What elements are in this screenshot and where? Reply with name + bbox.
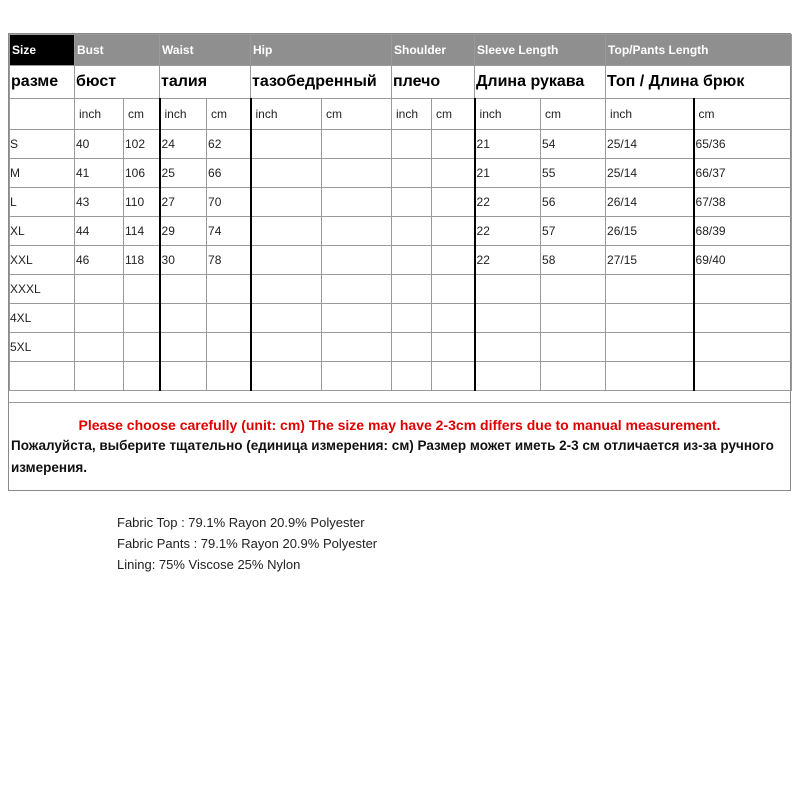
table-row (10, 246, 792, 275)
table-cell (432, 159, 475, 188)
measurement-notes (9, 402, 790, 491)
table-cell (75, 333, 124, 362)
table-row (10, 217, 792, 246)
table-row (10, 362, 792, 391)
table-cell: 110 (124, 188, 160, 217)
table-cell: 56 (541, 188, 606, 217)
table-cell (392, 159, 432, 188)
table-cell (392, 217, 432, 246)
table-cell (207, 304, 251, 333)
units-row (10, 99, 792, 130)
fabric-pants: Fabric Pants : 79.1% Rayon 20.9% Polyester (117, 536, 378, 551)
table-cell (694, 275, 792, 304)
unit-cell: cm (694, 99, 792, 130)
table-cell (251, 304, 322, 333)
table-cell: 21 (475, 159, 541, 188)
table-cell: 114 (124, 217, 160, 246)
header-row-en (10, 35, 792, 66)
size-chart (8, 33, 791, 491)
table-cell (251, 362, 322, 391)
table-cell: 66/37 (694, 159, 792, 188)
unit-cell: cm (541, 99, 606, 130)
table-cell (160, 275, 207, 304)
hip-header-ru: тазобедренный (251, 66, 392, 99)
table-cell: 27/15 (606, 246, 694, 275)
table-cell (251, 246, 322, 275)
header-row-ru (10, 66, 792, 99)
top-pants-length-header: Top/Pants Length (606, 35, 792, 66)
table-cell (322, 130, 392, 159)
table-cell: 25/14 (606, 130, 694, 159)
table-cell (322, 159, 392, 188)
size-table (9, 34, 792, 391)
table-cell: 25 (160, 159, 207, 188)
table-cell (432, 304, 475, 333)
table-cell (606, 304, 694, 333)
hip-header: Hip (251, 35, 392, 66)
waist-header-ru: талия (160, 66, 251, 99)
table-cell: 46 (75, 246, 124, 275)
table-cell (75, 304, 124, 333)
table-cell: 65/36 (694, 130, 792, 159)
table-cell: 25/14 (606, 159, 694, 188)
table-cell: 54 (541, 130, 606, 159)
table-cell (207, 275, 251, 304)
table-row (10, 188, 792, 217)
table-cell (251, 333, 322, 362)
table-cell (392, 130, 432, 159)
table-cell: 30 (160, 246, 207, 275)
table-cell: 55 (541, 159, 606, 188)
table-cell (432, 362, 475, 391)
bust-header: Bust (75, 35, 160, 66)
table-cell: 26/15 (606, 217, 694, 246)
unit-cell: cm (124, 99, 160, 130)
table-cell (694, 333, 792, 362)
fabric-top: Fabric Top : 79.1% Rayon 20.9% Polyester (117, 515, 365, 530)
table-cell (432, 130, 475, 159)
table-cell (541, 362, 606, 391)
table-cell: 22 (475, 217, 541, 246)
table-cell (541, 275, 606, 304)
table-cell: 66 (207, 159, 251, 188)
table-cell: 102 (124, 130, 160, 159)
table-cell (322, 275, 392, 304)
size-label-cell: 5XL (10, 333, 75, 362)
table-cell (392, 188, 432, 217)
size-label-cell: M (10, 159, 75, 188)
table-cell: 70 (207, 188, 251, 217)
table-cell (475, 362, 541, 391)
unit-cell: cm (207, 99, 251, 130)
table-cell: 118 (124, 246, 160, 275)
unit-cell: inch (475, 99, 541, 130)
table-cell (392, 333, 432, 362)
table-cell (432, 188, 475, 217)
table-cell: 27 (160, 188, 207, 217)
table-cell (322, 304, 392, 333)
size-label-cell: L (10, 188, 75, 217)
table-cell: 69/40 (694, 246, 792, 275)
unit-cell: inch (160, 99, 207, 130)
table-cell (392, 362, 432, 391)
table-cell: 21 (475, 130, 541, 159)
table-cell (541, 304, 606, 333)
table-cell: 29 (160, 217, 207, 246)
table-cell (475, 275, 541, 304)
table-cell (432, 333, 475, 362)
size-label-cell (10, 362, 75, 391)
size-label-cell: S (10, 130, 75, 159)
table-cell: 43 (75, 188, 124, 217)
size-header-ru: разме (10, 66, 75, 99)
table-row (10, 275, 792, 304)
table-cell (75, 275, 124, 304)
table-cell (475, 333, 541, 362)
table-cell (475, 304, 541, 333)
table-cell: 44 (75, 217, 124, 246)
unit-cell: inch (251, 99, 322, 130)
size-header: Size (10, 35, 75, 66)
table-cell: 57 (541, 217, 606, 246)
table-cell (322, 217, 392, 246)
table-cell (124, 304, 160, 333)
table-cell (541, 333, 606, 362)
table-cell (160, 333, 207, 362)
table-cell (606, 275, 694, 304)
table-cell: 26/14 (606, 188, 694, 217)
table-cell (694, 362, 792, 391)
table-cell: 58 (541, 246, 606, 275)
table-cell (124, 362, 160, 391)
table-cell (322, 246, 392, 275)
unit-cell: inch (606, 99, 694, 130)
table-cell (322, 333, 392, 362)
bust-header-ru: бюст (75, 66, 160, 99)
table-cell (124, 333, 160, 362)
shoulder-header-ru: плечо (392, 66, 475, 99)
warning-text-ru: Пожалуйста, выберите тщательно (единица измерения: см) Размер может иметь 2-3 см отличается из-за ручного измерения. (11, 438, 774, 475)
table-cell (392, 304, 432, 333)
table-cell (606, 362, 694, 391)
table-cell (322, 362, 392, 391)
sleeve-length-header-ru: Длина рукава (475, 66, 606, 99)
table-row (10, 304, 792, 333)
unit-cell: cm (432, 99, 475, 130)
table-cell (207, 333, 251, 362)
table-cell: 24 (160, 130, 207, 159)
table-cell: 74 (207, 217, 251, 246)
size-label-cell: XL (10, 217, 75, 246)
table-cell (432, 275, 475, 304)
top-pants-length-header-ru: Топ / Длина брюк (606, 66, 792, 99)
waist-header: Waist (160, 35, 251, 66)
unit-cell: inch (75, 99, 124, 130)
table-cell: 41 (75, 159, 124, 188)
table-row (10, 333, 792, 362)
table-cell: 40 (75, 130, 124, 159)
table-cell (207, 362, 251, 391)
table-cell: 62 (207, 130, 251, 159)
table-cell (432, 246, 475, 275)
table-cell: 68/39 (694, 217, 792, 246)
table-cell (160, 304, 207, 333)
table-row (10, 159, 792, 188)
table-cell: 67/38 (694, 188, 792, 217)
shoulder-header: Shoulder (392, 35, 475, 66)
table-row (10, 130, 792, 159)
size-label-cell: 4XL (10, 304, 75, 333)
table-cell (322, 188, 392, 217)
table-cell (251, 130, 322, 159)
table-cell (251, 275, 322, 304)
unit-cell: inch (392, 99, 432, 130)
size-label-cell: XXL (10, 246, 75, 275)
size-label-cell: XXXL (10, 275, 75, 304)
warning-text-en: Please choose carefully (unit: cm) The size may have 2-3cm differs due to manual measurement. (78, 417, 721, 433)
table-cell (694, 304, 792, 333)
fabric-info (117, 512, 377, 575)
table-cell (606, 333, 694, 362)
table-cell (392, 246, 432, 275)
table-cell (251, 188, 322, 217)
table-cell (160, 362, 207, 391)
unit-cell: cm (322, 99, 392, 130)
sleeve-length-header: Sleeve Length (475, 35, 606, 66)
unit-cell (10, 99, 75, 130)
table-cell (75, 362, 124, 391)
fabric-lining: Lining: 75% Viscose 25% Nylon (117, 557, 301, 572)
table-cell: 22 (475, 246, 541, 275)
table-cell: 22 (475, 188, 541, 217)
table-cell: 78 (207, 246, 251, 275)
table-cell (251, 217, 322, 246)
table-cell (432, 217, 475, 246)
table-cell: 106 (124, 159, 160, 188)
table-cell (251, 159, 322, 188)
table-cell (392, 275, 432, 304)
table-cell (124, 275, 160, 304)
